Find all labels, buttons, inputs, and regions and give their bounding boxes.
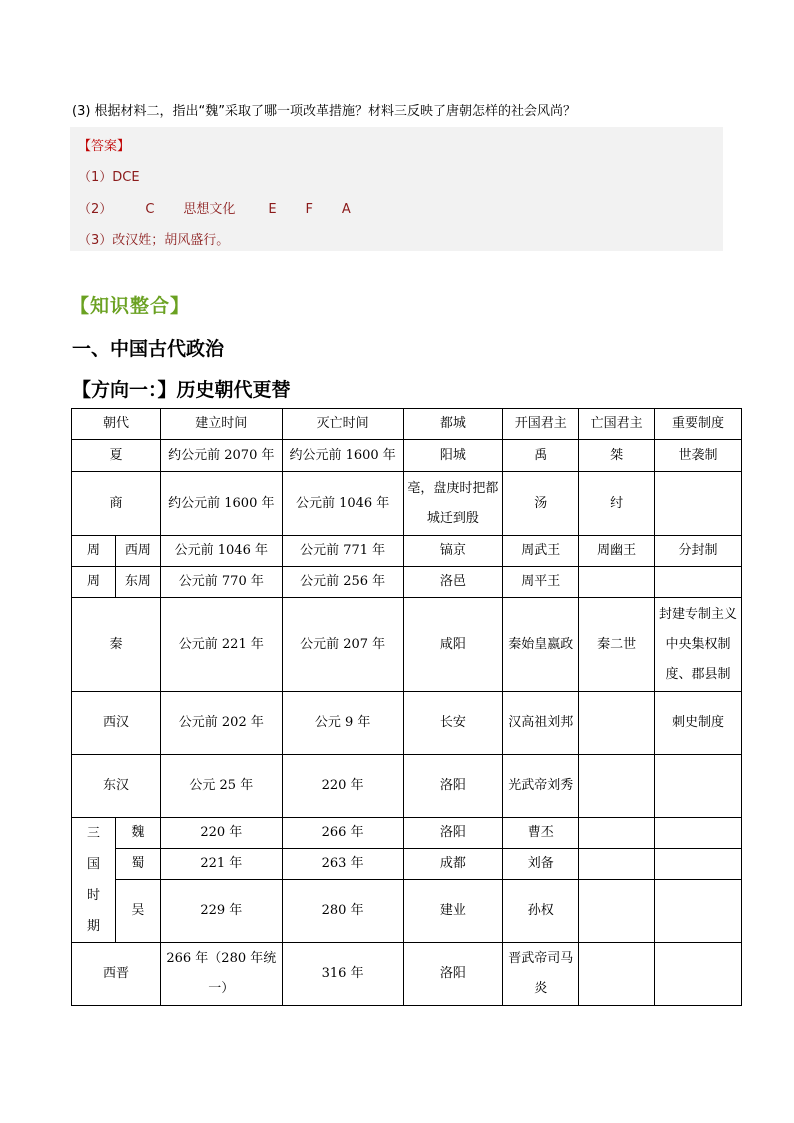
cell-founded: 220 年 <box>160 818 282 849</box>
cell-capital: 洛阳 <box>403 943 503 1006</box>
cell-ended: 280 年 <box>282 880 403 943</box>
header-cell: 亡国君主 <box>579 409 655 440</box>
cell-system: 分封制 <box>655 536 742 567</box>
cell-system <box>655 755 742 818</box>
cell-dynasty: 夏 <box>72 440 161 472</box>
cell-last-ruler <box>579 755 655 818</box>
cell-capital: 成都 <box>403 849 503 880</box>
cell-dynasty: 东周 <box>115 567 160 598</box>
cell-dynasty: 吴 <box>115 880 160 943</box>
cell-dynasty: 商 <box>72 472 161 536</box>
cell-last-ruler: 纣 <box>579 472 655 536</box>
cell-founded: 公元前 221 年 <box>160 598 282 692</box>
cell-ended: 公元前 256 年 <box>282 567 403 598</box>
cell-capital: 亳，盘庚时把都城迁到殷 <box>403 472 503 536</box>
cell-system: 刺史制度 <box>655 692 742 755</box>
cell-dynasty: 秦 <box>72 598 161 692</box>
table-row-xia <box>72 440 742 472</box>
cell-capital: 洛阳 <box>403 755 503 818</box>
knowledge-heading: 【知识整合】 <box>70 295 191 317</box>
cell-dynasty: 蜀 <box>115 849 160 880</box>
table-row-wei <box>72 818 742 849</box>
header-cell: 重要制度 <box>655 409 742 440</box>
cell-system: 封建专制主义中央集权制度、郡县制 <box>655 598 742 692</box>
cell-last-ruler <box>579 567 655 598</box>
header-cell: 建立时间 <box>160 409 282 440</box>
cell-founder: 刘备 <box>503 849 579 880</box>
cell-last-ruler <box>579 849 655 880</box>
table-row-dongzhou <box>72 567 742 598</box>
cell-zhou-label: 周 <box>72 567 116 598</box>
cell-ended: 316 年 <box>282 943 403 1006</box>
table-row-wu <box>72 880 742 943</box>
table-header-row <box>72 409 742 440</box>
cell-dynasty: 魏 <box>115 818 160 849</box>
cell-system <box>655 880 742 943</box>
cell-dynasty: 西晋 <box>72 943 161 1006</box>
cell-last-ruler: 桀 <box>579 440 655 472</box>
cell-last-ruler: 周幽王 <box>579 536 655 567</box>
header-cell: 朝代 <box>72 409 161 440</box>
direction-heading: 【方向一：】历史朝代更替 <box>72 379 291 401</box>
cell-capital: 洛阳 <box>403 818 503 849</box>
cell-ended: 约公元前 1600 年 <box>282 440 403 472</box>
section-heading: 一、中国古代政治 <box>72 338 225 360</box>
cell-last-ruler <box>579 692 655 755</box>
cell-system: 世袭制 <box>655 440 742 472</box>
cell-ended: 266 年 <box>282 818 403 849</box>
cell-founder: 晋武帝司马炎 <box>503 943 579 1006</box>
table-row-xizhou <box>72 536 742 567</box>
cell-founded: 公元 25 年 <box>160 755 282 818</box>
cell-founded: 约公元前 2070 年 <box>160 440 282 472</box>
cell-capital: 镐京 <box>403 536 503 567</box>
table-row-xijin <box>72 943 742 1006</box>
dynasty-table <box>71 408 742 1006</box>
table-row-shu <box>72 849 742 880</box>
cell-zhou-label: 周 <box>72 536 116 567</box>
table-row-qin <box>72 598 742 692</box>
cell-founded: 公元前 770 年 <box>160 567 282 598</box>
cell-ended: 公元 9 年 <box>282 692 403 755</box>
answer-line-2: （2） C 思想文化 E F A <box>78 202 351 217</box>
table-row-xihan <box>72 692 742 755</box>
cell-system <box>655 943 742 1006</box>
header-cell: 开国君主 <box>503 409 579 440</box>
cell-founder: 周武王 <box>503 536 579 567</box>
cell-founded: 266 年（280 年统一） <box>160 943 282 1006</box>
cell-ended: 公元前 207 年 <box>282 598 403 692</box>
cell-system <box>655 567 742 598</box>
cell-dynasty: 西汉 <box>72 692 161 755</box>
cell-dynasty: 西周 <box>115 536 160 567</box>
cell-last-ruler <box>579 818 655 849</box>
header-cell: 都城 <box>403 409 503 440</box>
cell-founder: 汤 <box>503 472 579 536</box>
cell-founder: 汉高祖刘邦 <box>503 692 579 755</box>
header-cell: 灭亡时间 <box>282 409 403 440</box>
cell-last-ruler <box>579 943 655 1006</box>
cell-founder: 光武帝刘秀 <box>503 755 579 818</box>
answer-line-3: （3）改汉姓；胡风盛行。 <box>78 233 230 248</box>
cell-ended: 263 年 <box>282 849 403 880</box>
cell-last-ruler <box>579 880 655 943</box>
cell-founded: 约公元前 1600 年 <box>160 472 282 536</box>
answer-title: 【答案】 <box>78 139 131 154</box>
cell-founder: 禹 <box>503 440 579 472</box>
cell-founded: 221 年 <box>160 849 282 880</box>
question-text: (3) 根据材料二，指出“魏”采取了哪一项改革措施？材料三反映了唐朝怎样的社会风尚？ <box>72 104 577 119</box>
cell-founder: 秦始皇嬴政 <box>503 598 579 692</box>
cell-founded: 229 年 <box>160 880 282 943</box>
cell-capital: 建业 <box>403 880 503 943</box>
cell-ended: 220 年 <box>282 755 403 818</box>
answer-line-1: （1）DCE <box>78 170 140 185</box>
cell-dynasty: 东汉 <box>72 755 161 818</box>
cell-founded: 公元前 1046 年 <box>160 536 282 567</box>
cell-founded: 公元前 202 年 <box>160 692 282 755</box>
cell-last-ruler: 秦二世 <box>579 598 655 692</box>
cell-founder: 周平王 <box>503 567 579 598</box>
cell-capital: 咸阳 <box>403 598 503 692</box>
cell-capital: 阳城 <box>403 440 503 472</box>
cell-system <box>655 818 742 849</box>
cell-system <box>655 472 742 536</box>
answer-box <box>70 127 723 251</box>
table-row-donghan <box>72 755 742 818</box>
cell-capital: 洛邑 <box>403 567 503 598</box>
cell-founder: 孙权 <box>503 880 579 943</box>
cell-system <box>655 849 742 880</box>
table-row-shang <box>72 472 742 536</box>
cell-founder: 曹丕 <box>503 818 579 849</box>
cell-ended: 公元前 771 年 <box>282 536 403 567</box>
cell-capital: 长安 <box>403 692 503 755</box>
cell-sanguo-label: 三国时期 <box>72 818 116 943</box>
cell-ended: 公元前 1046 年 <box>282 472 403 536</box>
